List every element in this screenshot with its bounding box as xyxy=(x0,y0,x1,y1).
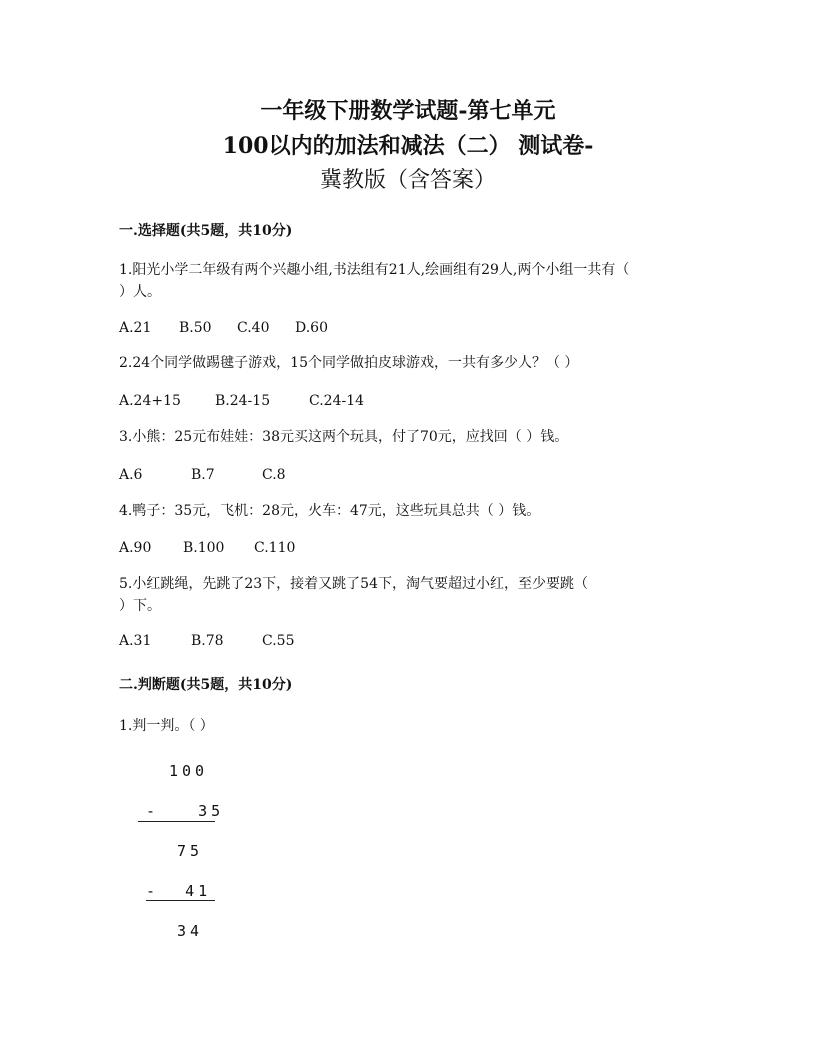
question-1-line-1: 1.阳光小学二年级有两个兴趣小组,书法组有21人,绘画组有29人,两个小组一共有（ xyxy=(119,262,630,278)
question-4-line-1: 4.鸭子：35元，飞机：28元，火车：47元，这些玩具总共（ ）钱。 xyxy=(119,503,541,519)
option-b: B.100 xyxy=(183,540,225,556)
option-c: C.40 xyxy=(237,320,270,336)
section-1-heading: 一.选择题(共5题，共10分) xyxy=(119,223,293,239)
option-a: A.6 xyxy=(119,467,143,483)
option-c: C.55 xyxy=(262,633,295,649)
calc-row-5: 34 xyxy=(177,922,204,940)
section-2-heading: 二.判断题(共5题，共10分) xyxy=(119,677,293,693)
calc-underline-2 xyxy=(146,900,215,901)
option-d: D.60 xyxy=(295,320,328,336)
option-b: B.7 xyxy=(191,467,215,483)
option-b: B.24-15 xyxy=(215,393,271,409)
title-line-1: 一年级下册数学试题-第七单元 xyxy=(260,98,556,124)
question-2 xyxy=(119,352,699,374)
option-c: C.8 xyxy=(262,467,286,483)
option-b: B.78 xyxy=(191,633,224,649)
question-5-line-1: 5.小红跳绳，先跳了23下，接着又跳了54下，淘气要超过小红，至少要跳（ xyxy=(119,576,588,592)
question-4-options xyxy=(119,540,295,556)
question-5-line-2: ）下。 xyxy=(119,598,161,614)
option-a: A.21 xyxy=(119,320,152,336)
question-1 xyxy=(119,259,699,303)
option-c: C.24-14 xyxy=(309,393,365,409)
option-c: C.110 xyxy=(254,540,296,556)
calc-row-3: 75 xyxy=(177,842,204,860)
question-3 xyxy=(119,426,699,448)
question-2-line-1: 2.24个同学做踢毽子游戏，15个同学做拍皮球游戏，一共有多少人？（ ） xyxy=(119,355,579,371)
title-line-2: 100以内的加法和减法（二） 测试卷- xyxy=(222,133,594,159)
calc-row-2: - 35 xyxy=(146,802,225,820)
question-1-line-2: ）人。 xyxy=(119,284,161,300)
question-1-options xyxy=(119,320,328,336)
judge-question-1: 1.判一判。（ ） xyxy=(119,718,214,734)
option-b: B.50 xyxy=(179,320,212,336)
title-line-3: 冀教版（含答案） xyxy=(319,168,496,193)
option-a: A.31 xyxy=(119,633,152,649)
calc-row-4: - 41 xyxy=(146,882,212,900)
question-5 xyxy=(119,573,699,617)
question-4 xyxy=(119,500,699,522)
calc-underline-1 xyxy=(138,821,215,822)
question-3-line-1: 3.小熊：25元布娃娃：38元买这两个玩具，付了70元，应找回（ ）钱。 xyxy=(119,429,569,445)
option-a: A.24+15 xyxy=(119,393,181,409)
question-2-options xyxy=(119,393,364,409)
question-5-options xyxy=(119,633,294,649)
question-3-options xyxy=(119,467,286,483)
option-a: A.90 xyxy=(119,540,152,556)
calc-row-1: 100 xyxy=(169,762,209,780)
